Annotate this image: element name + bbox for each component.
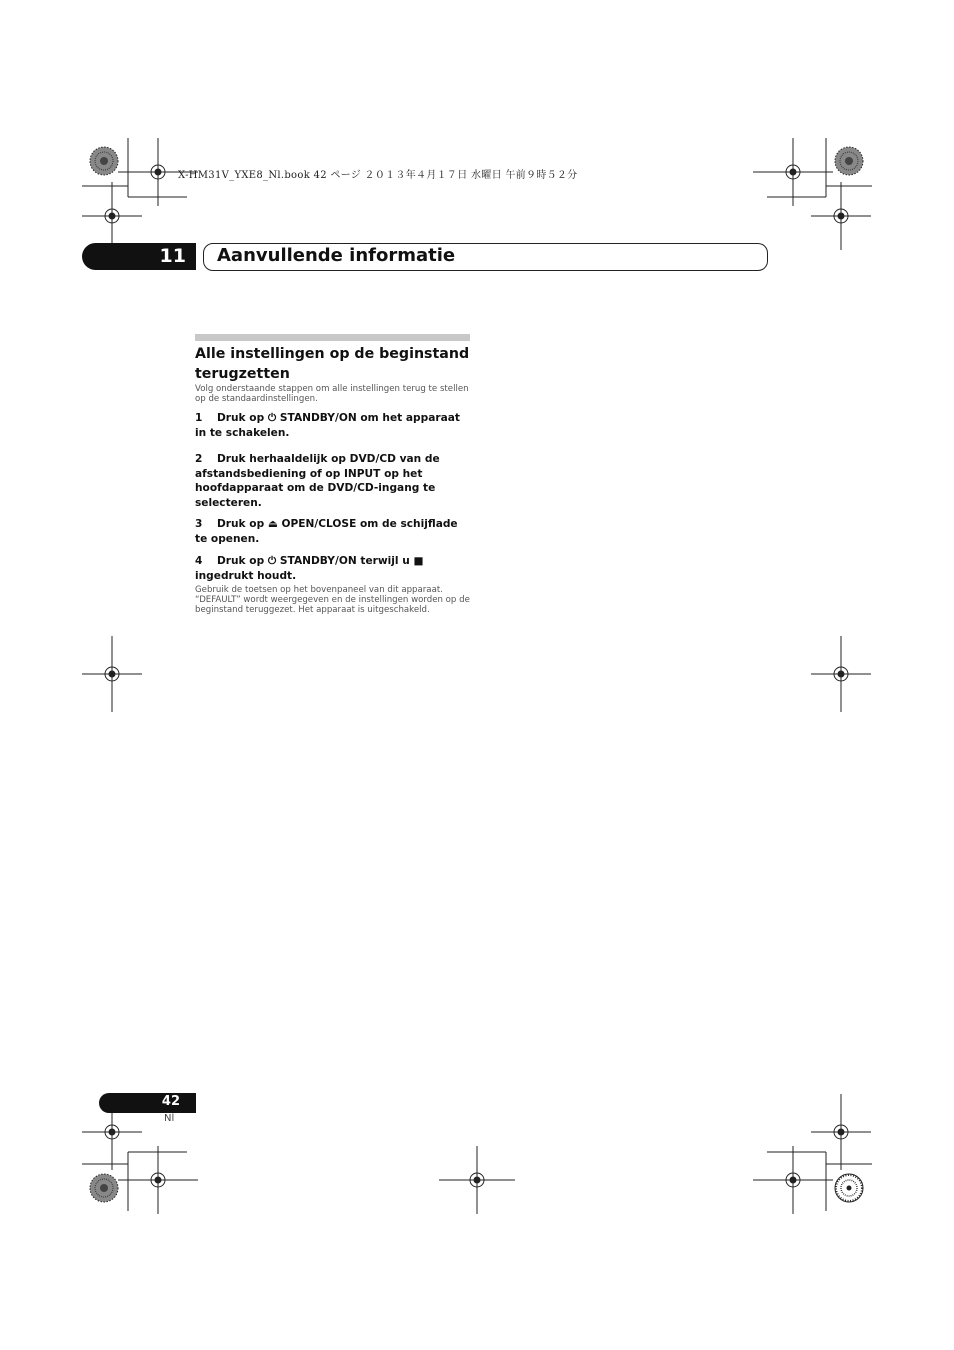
crosshair-targets — [82, 138, 871, 1214]
starburst-marks — [90, 147, 863, 1202]
page-number: 42 — [161, 1094, 180, 1109]
step-2 — [195, 452, 473, 510]
step-number: 1 — [195, 412, 203, 424]
step-4-note: Gebruik de toetsen op het bovenpaneel van dit apparaat. “DEFAULT” wordt weergegeven en de instellingen worden op de beginstand teruggezet. Het apparaat is uitgeschakeld. — [195, 585, 470, 615]
language-code: Nl — [164, 1113, 175, 1124]
step-1 — [195, 411, 473, 440]
step-number: 2 — [195, 453, 203, 465]
chapter-number: 11 — [159, 245, 186, 267]
print-header: X-HM31V_YXE8_Nl.book 42 ページ ２０１３年４月１７日 水曜日 午前９時５２分 — [178, 170, 578, 181]
page-number-tab — [99, 1093, 196, 1113]
step-text: Druk op ⏻ STANDBY/ON om het apparaat in te schakelen. — [195, 412, 460, 439]
section-title: Alle instellingen op de beginstand terugzetten — [195, 346, 470, 382]
step-4 — [195, 554, 473, 583]
chapter-tab — [82, 243, 196, 270]
step-text: Druk op ⏻ STANDBY/ON terwijl u ■ ingedrukt houdt. — [195, 555, 424, 582]
step-number: 4 — [195, 555, 203, 567]
step-number: 3 — [195, 518, 203, 530]
chapter-title: Aanvullende informatie — [217, 245, 456, 266]
section-intro: Volg onderstaande stappen om alle instellingen terug te stellen op de standaardinstellingen. — [195, 384, 469, 404]
section-divider — [195, 334, 470, 341]
step-3 — [195, 517, 473, 546]
step-text: Druk herhaaldelijk op DVD/CD van de afstandsbediening of op INPUT op het hoofdapparaat om de DVD/CD-ingang te selecteren. — [195, 453, 440, 509]
chapter-title-box — [203, 243, 768, 271]
step-text: Druk op ⏏ OPEN/CLOSE om de schijflade te openen. — [195, 518, 458, 545]
